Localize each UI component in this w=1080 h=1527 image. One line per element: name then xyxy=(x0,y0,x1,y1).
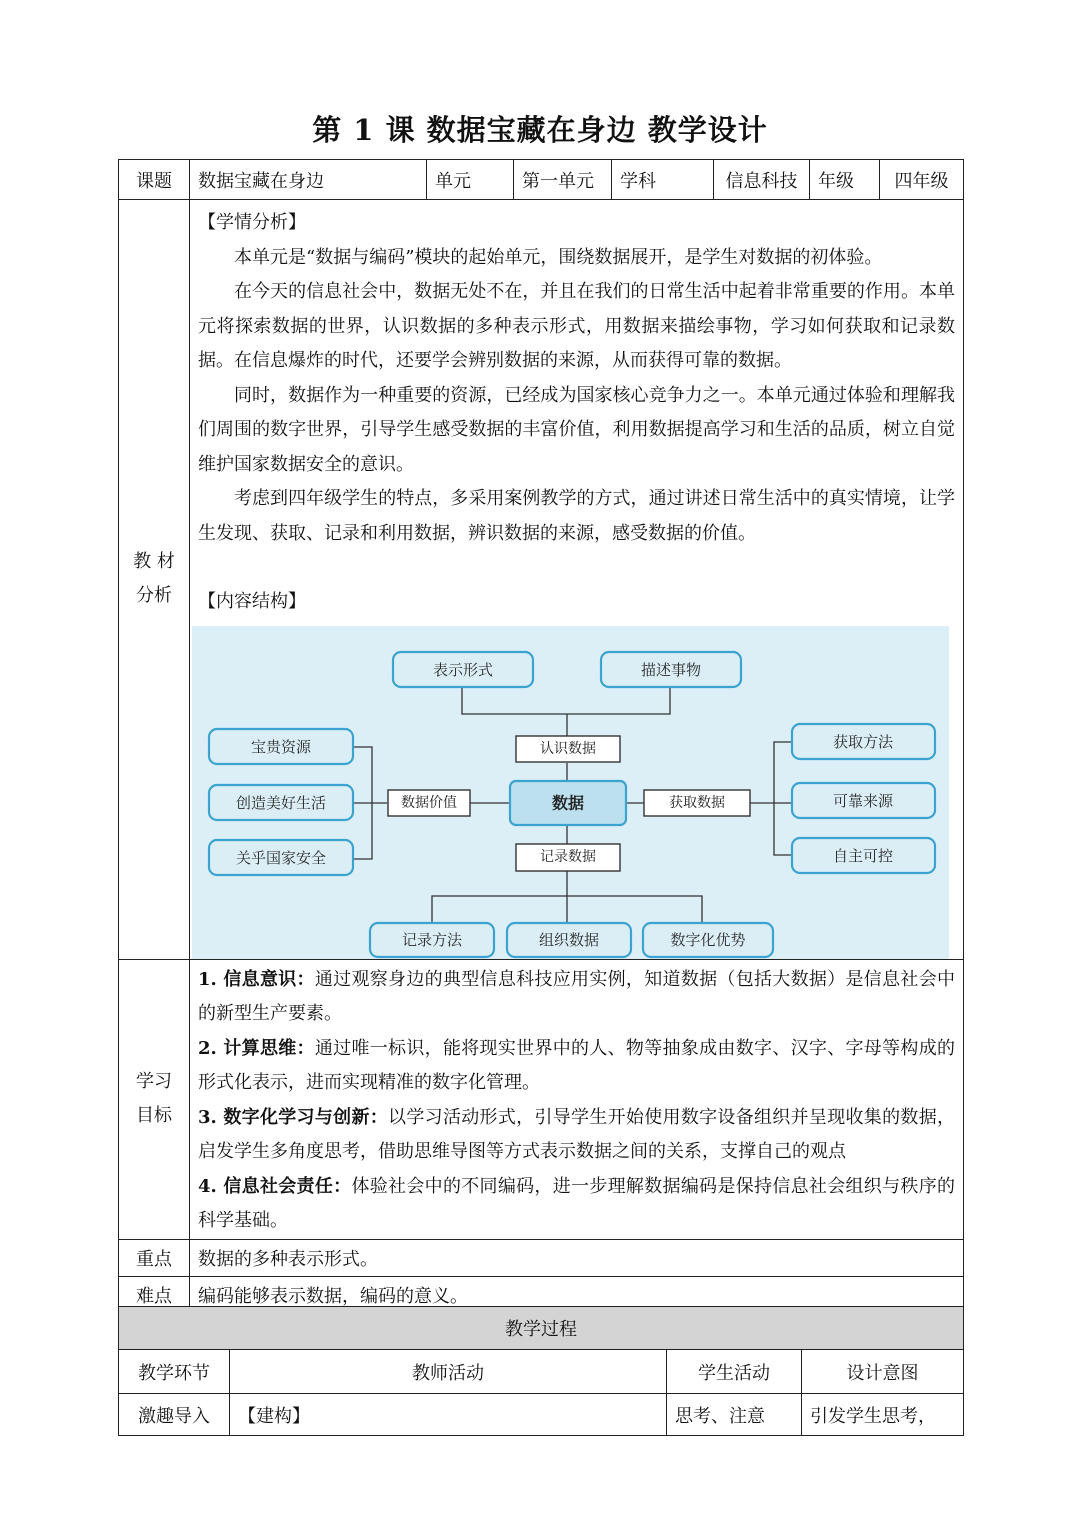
goal-title: 1. 信息意识： xyxy=(198,968,315,990)
paragraph: 本单元是“数据与编码”模块的起始单元，围绕数据展开，是学生对数据的初体验。 xyxy=(234,246,883,268)
content-structure-heading: 【内容结构】 xyxy=(198,591,306,612)
svg-text:认识数据: 认识数据 xyxy=(540,740,596,757)
content-structure-diagram xyxy=(192,626,949,959)
grade-label: 年级 xyxy=(810,160,880,200)
material-analysis-content xyxy=(190,200,964,960)
svg-text:描述事物: 描述事物 xyxy=(640,660,702,679)
col-header-student: 学生活动 xyxy=(667,1350,802,1394)
node-representation-forms xyxy=(393,652,533,687)
link-data-value xyxy=(388,790,470,816)
learning-analysis-heading: 【学情分析】 xyxy=(198,212,306,233)
svg-text:记录数据: 记录数据 xyxy=(540,848,596,865)
key-point-value: 数据的多种表示形式。 xyxy=(190,1239,964,1276)
svg-text:数据: 数据 xyxy=(551,793,585,812)
goal-item xyxy=(198,1101,955,1170)
node-reliable-source xyxy=(792,783,935,818)
node-acquire-method xyxy=(792,724,935,759)
svg-text:可靠来源: 可靠来源 xyxy=(832,791,894,810)
diagram-svg xyxy=(192,626,949,959)
svg-text:表示形式: 表示形式 xyxy=(432,660,494,679)
material-analysis-label xyxy=(119,200,190,960)
goal-item xyxy=(198,1032,955,1101)
material-label-line1: 教 材 xyxy=(133,551,175,573)
topic-label: 课题 xyxy=(119,160,190,200)
goal-text: 以学习活动形式，引导学生开始使用数字设备组织并呈现收集的数据，启发学生多角度思考，借助思维导图等方式表示数据之间的关系，支撑自己的观点 xyxy=(198,1106,955,1162)
page-title: 第 1 课 数据宝藏在身边 教学设计 xyxy=(312,113,768,147)
material-label-line2: 分析 xyxy=(136,585,172,607)
lesson-info-table xyxy=(118,159,964,1314)
node-describe-things xyxy=(601,652,741,687)
col-header-intent: 设计意图 xyxy=(802,1350,964,1394)
svg-text:记录方法: 记录方法 xyxy=(401,930,463,949)
node-record-method xyxy=(370,923,494,957)
goal-text: 通过观察身边的典型信息科技应用实例，知道数据（包括大数据）是信息社会中的新型生产要素。 xyxy=(198,968,956,1024)
goal-item xyxy=(198,1170,955,1239)
link-record-data xyxy=(516,844,620,871)
node-organize-data xyxy=(507,923,631,957)
paragraph: 在今天的信息社会中，数据无处不在，并且在我们的日常生活中起着非常重要的作用。本单元将探索数据的世界，认识数据的多种表示形式，用数据来描绘事物，学习如何获取和记录数据。在信息爆炸的时代，还要学会辨别数据的来源，从而获得可靠的数据。 xyxy=(198,281,955,371)
goals-label-line1: 学习 xyxy=(136,1071,172,1092)
paragraph: 同时，数据作为一种重要的资源，已经成为国家核心竞争力之一。本单元通过体验和理解我们周围的数字世界，引导学生感受数据的丰富价值，利用数据提高学习和生活的品质，树立自觉维护国家数据安全的意识。 xyxy=(198,384,955,475)
node-better-life xyxy=(209,785,353,820)
grade-value: 四年级 xyxy=(880,160,964,200)
svg-text:获取方法: 获取方法 xyxy=(832,732,894,751)
learning-goals-content xyxy=(190,959,964,1239)
col-header-stage: 教学环节 xyxy=(119,1350,230,1394)
process-heading: 教学过程 xyxy=(119,1307,964,1350)
goal-item xyxy=(198,963,955,1032)
svg-text:自主可控: 自主可控 xyxy=(832,846,894,865)
svg-text:数字化优势: 数字化优势 xyxy=(670,930,746,949)
right-bracket xyxy=(774,742,792,855)
goal-title: 4. 信息社会责任： xyxy=(198,1175,352,1197)
link-know-data xyxy=(516,736,620,762)
row-teacher: 【建构】 xyxy=(230,1394,667,1436)
svg-text:组织数据: 组织数据 xyxy=(538,930,600,949)
svg-text:创造美好生活: 创造美好生活 xyxy=(235,793,327,812)
goal-text: 体验社会中的不同编码，进一步理解数据编码是保持信息社会组织与秩序的科学基础。 xyxy=(198,1175,955,1231)
svg-text:宝贵资源: 宝贵资源 xyxy=(250,737,312,756)
node-valuable-resource xyxy=(209,729,353,764)
link-acquire-data xyxy=(644,790,750,816)
goal-title: 3. 数字化学习与创新： xyxy=(198,1106,389,1128)
top-connector xyxy=(462,686,670,714)
node-digital-advantage xyxy=(643,923,773,957)
svg-text:获取数据: 获取数据 xyxy=(669,794,725,811)
goals-label-line2: 目标 xyxy=(136,1105,172,1126)
goal-text: 通过唯一标识，能将现实世界中的人、物等抽象成由数字、汉字、字母等构成的形式化表示，进而实现精准的数字化管理。 xyxy=(198,1037,956,1093)
topic-value: 数据宝藏在身边 xyxy=(190,160,427,200)
col-header-teacher: 教师活动 xyxy=(230,1350,667,1394)
paragraph: 考虑到四年级学生的特点，多采用案例教学的方式，通过讲述日常生活中的真实情境，让学生发现、获取、记录和利用数据，辨识数据的来源，感受数据的价值。 xyxy=(198,488,955,544)
teaching-process-table xyxy=(118,1306,964,1436)
difficulty-value: 编码能够表示数据，编码的意义。 xyxy=(190,1276,964,1313)
node-self-controllable xyxy=(792,838,935,873)
node-center-data xyxy=(510,781,626,825)
key-point-label: 重点 xyxy=(119,1239,190,1276)
svg-text:数据价值: 数据价值 xyxy=(401,794,457,811)
goal-title: 2. 计算思维： xyxy=(198,1037,315,1059)
unit-label: 单元 xyxy=(427,160,514,200)
subject-value: 信息科技 xyxy=(714,160,810,200)
subject-label: 学科 xyxy=(612,160,714,200)
svg-text:关乎国家安全: 关乎国家安全 xyxy=(235,848,327,867)
unit-value: 第一单元 xyxy=(514,160,612,200)
row-stage: 激趣导入 xyxy=(119,1394,230,1436)
row-intent: 引发学生思考， xyxy=(802,1394,964,1436)
difficulty-label: 难点 xyxy=(119,1276,190,1313)
learning-goals-label xyxy=(119,959,190,1239)
row-student: 思考、注意 xyxy=(667,1394,802,1436)
node-national-security xyxy=(209,840,353,875)
